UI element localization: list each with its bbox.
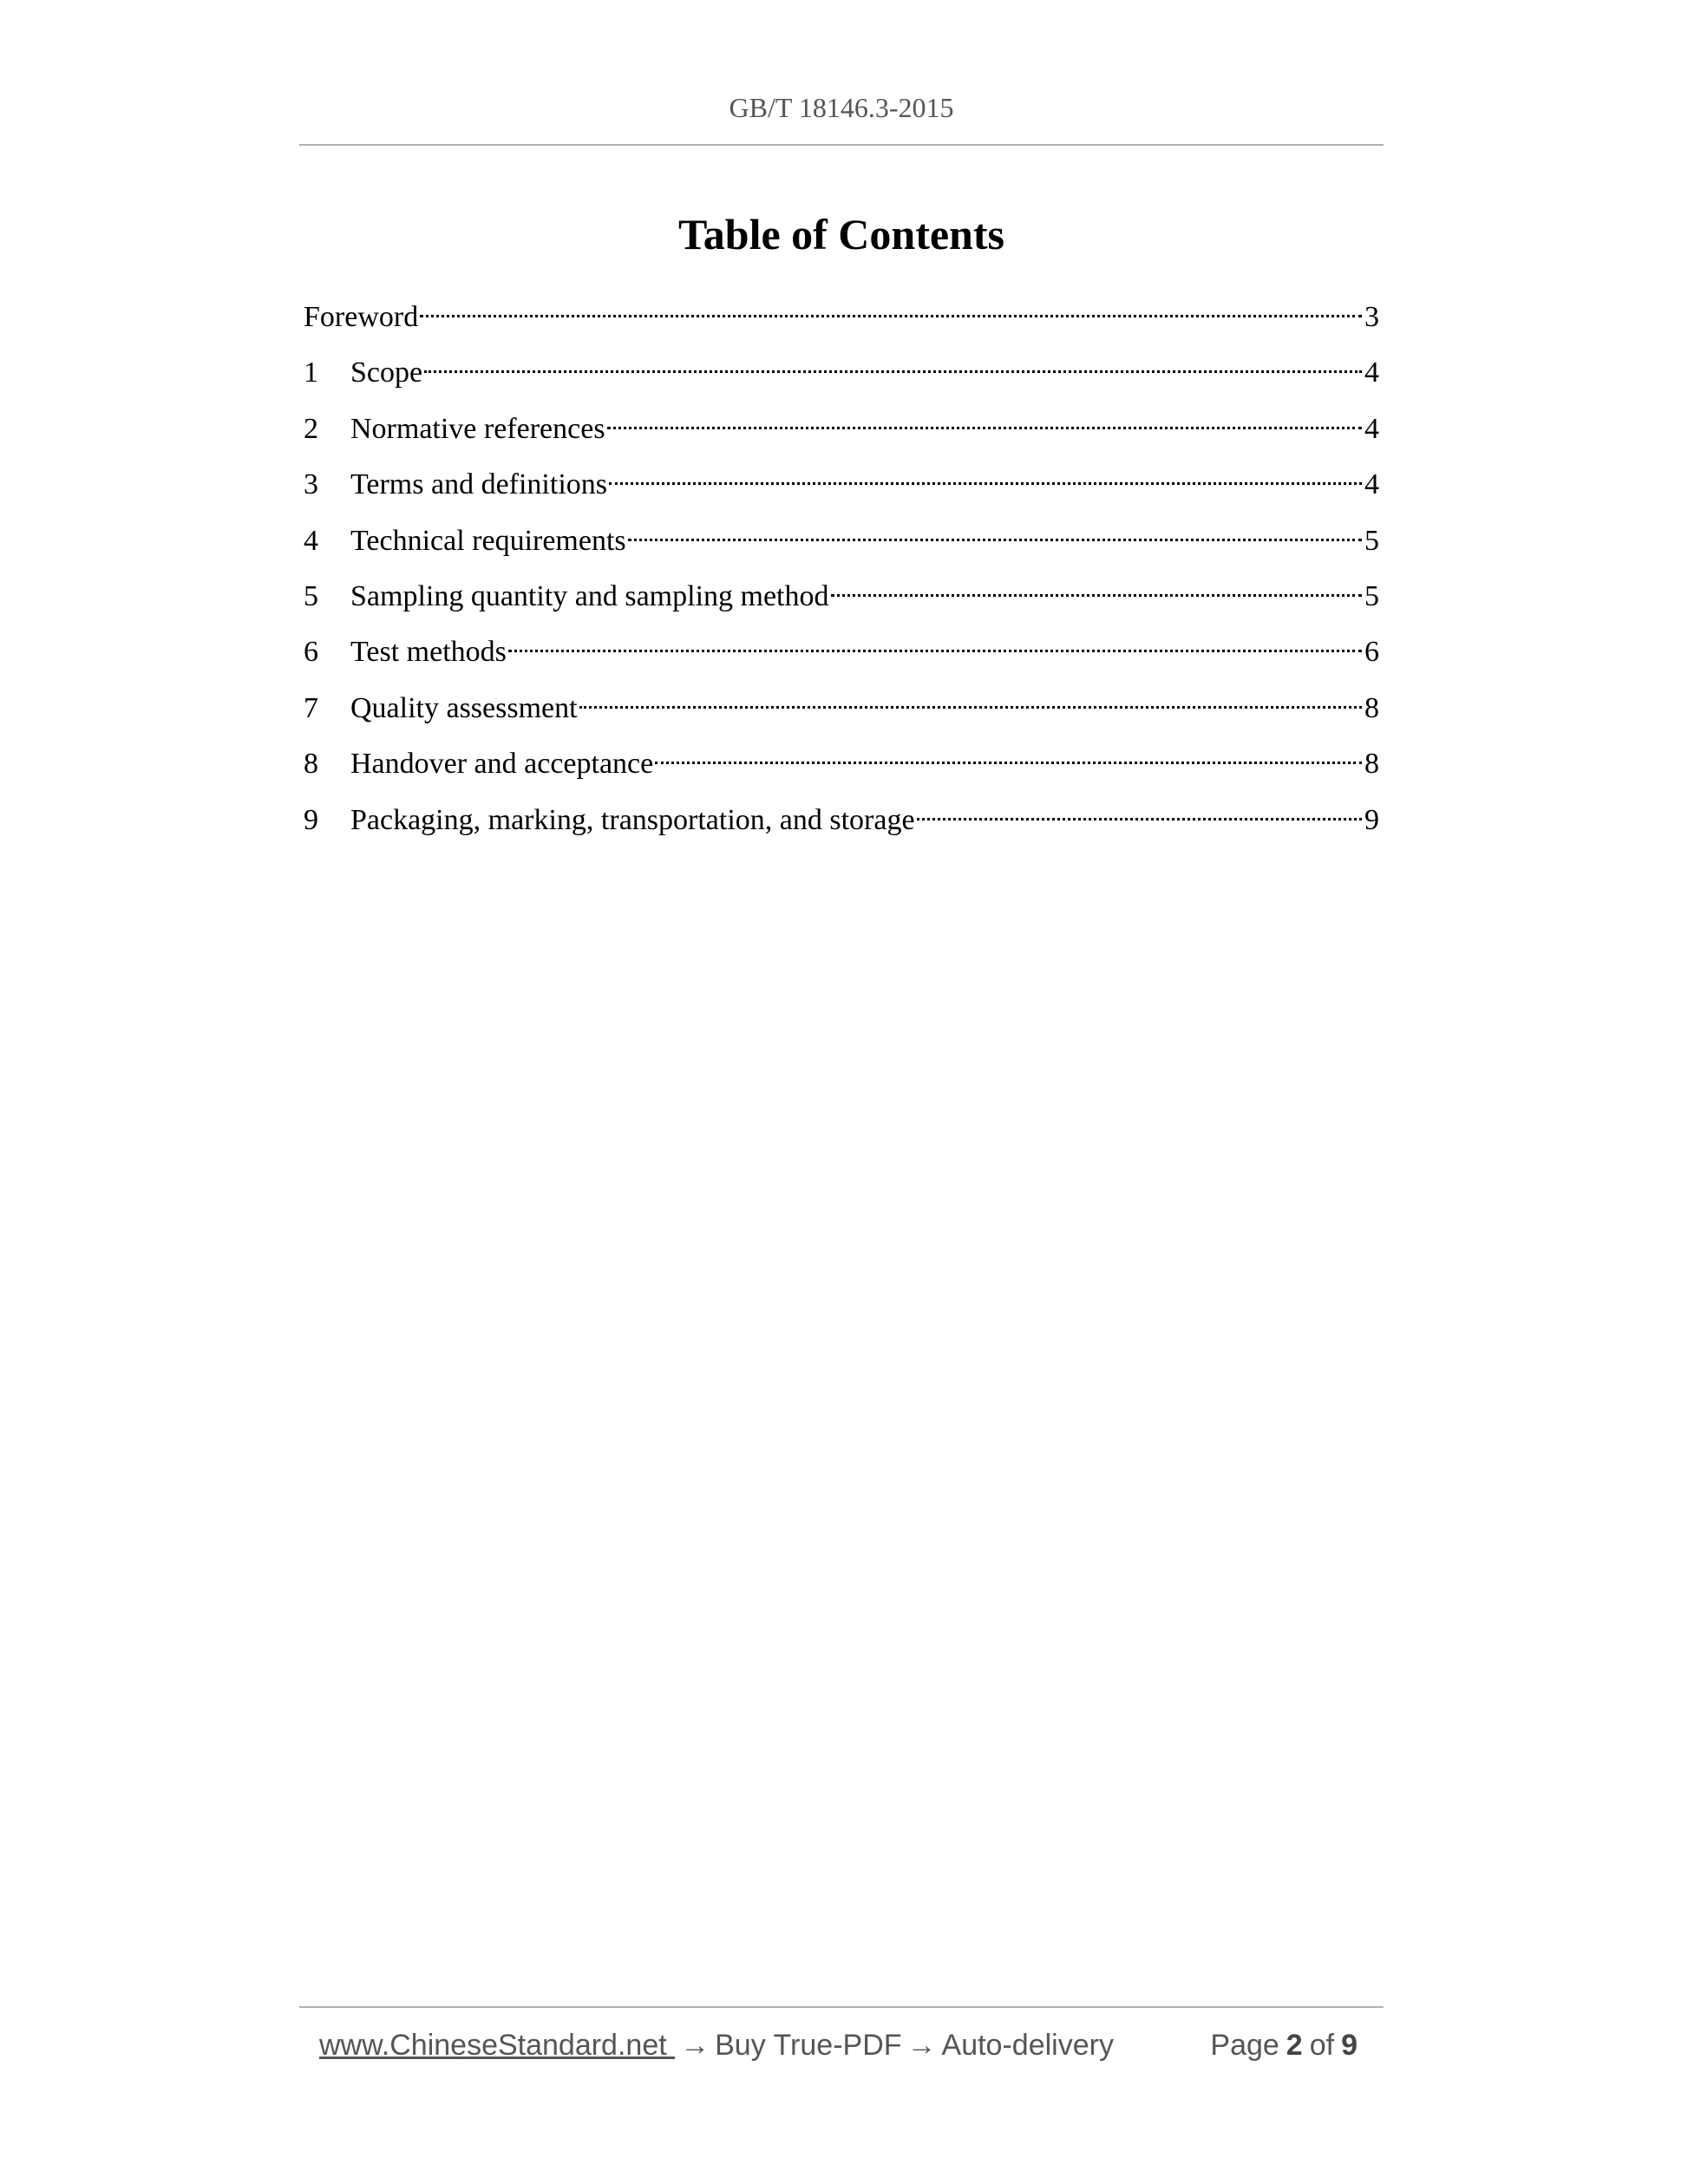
toc-entry-page: 6 [1364,636,1379,669]
toc-entry-text: Normative references [350,412,605,445]
toc-entry-number: 4 [304,524,318,557]
footer-divider [299,2006,1384,2008]
toc-leader-dots [917,791,1362,829]
toc-entry-page: 5 [1364,579,1379,612]
toc-entry-text: Packaging, marking, transportation, and storage [350,803,915,836]
toc-entry-number: 9 [304,803,318,836]
toc-entry-terms-and-definitions[interactable] [304,455,1379,511]
toc-entry-page: 8 [1364,748,1379,781]
page-footer [319,2026,1364,2064]
toc-entry-page: 8 [1364,691,1379,724]
toc-entry-page: 3 [1364,301,1379,333]
toc-leader-dots [831,567,1362,605]
toc-entry-text: Test methods [350,636,507,669]
toc-entry-text: Terms and definitions [350,468,608,501]
toc-entry-number: 2 [304,412,318,445]
toc-leader-dots [579,679,1362,717]
toc-leader-dots [607,400,1362,438]
header-divider [299,144,1384,146]
page-label: Page [1210,2029,1279,2062]
toc-entry-text: Sampling quantity and sampling method [350,579,829,612]
arrow-right-icon: → [680,2029,710,2062]
site-link[interactable]: www.ChineseStandard.net [319,2029,676,2062]
toc-leader-dots [508,623,1362,661]
toc-entry-foreword[interactable] [304,288,1379,343]
toc-entry-text: Handover and acceptance [350,748,654,781]
toc-leader-dots [424,343,1362,382]
toc-entry-text: Foreword [304,301,419,333]
toc-entry-technical-requirements[interactable] [304,512,1379,567]
current-page-number: 2 [1286,2029,1303,2062]
toc-entry-number: 8 [304,748,318,781]
toc-entry-page: 9 [1364,803,1379,836]
toc-entry-handover-and-acceptance[interactable] [304,735,1379,790]
toc-list [304,288,1379,847]
toc-entry-scope[interactable] [304,343,1379,399]
arrow-right-icon: → [906,2029,937,2062]
toc-entry-text: Quality assessment [350,691,578,724]
buy-pdf-text: Buy True-PDF [715,2029,902,2062]
toc-entry-number: 7 [304,691,318,724]
page-counter [1210,2026,1364,2064]
auto-delivery-text: Auto-delivery [941,2029,1114,2062]
of-label: of [1309,2029,1335,2062]
toc-entry-page: 4 [1364,468,1379,501]
toc-entry-test-methods[interactable] [304,623,1379,678]
running-header: GB/T 18146.3-2015 [729,92,954,123]
toc-leader-dots [655,735,1362,773]
footer-promo [319,2026,1114,2064]
toc-entry-number: 1 [304,356,318,389]
toc-title: Table of Contents [678,210,1004,258]
toc-entry-normative-references[interactable] [304,400,1379,455]
toc-entry-page: 4 [1364,412,1379,445]
toc-entry-page: 4 [1364,356,1379,389]
total-page-number: 9 [1341,2029,1358,2062]
toc-entry-page: 5 [1364,524,1379,557]
toc-entry-text: Scope [350,356,423,389]
toc-entry-number: 6 [304,636,318,669]
toc-entry-quality-assessment[interactable] [304,679,1379,735]
toc-leader-dots [420,288,1362,326]
toc-entry-number: 5 [304,579,318,612]
toc-entry-text: Technical requirements [350,524,626,557]
toc-leader-dots [628,512,1362,550]
toc-entry-number: 3 [304,468,318,501]
toc-entry-sampling[interactable] [304,567,1379,623]
toc-leader-dots [609,455,1362,494]
toc-entry-packaging[interactable] [304,791,1379,847]
